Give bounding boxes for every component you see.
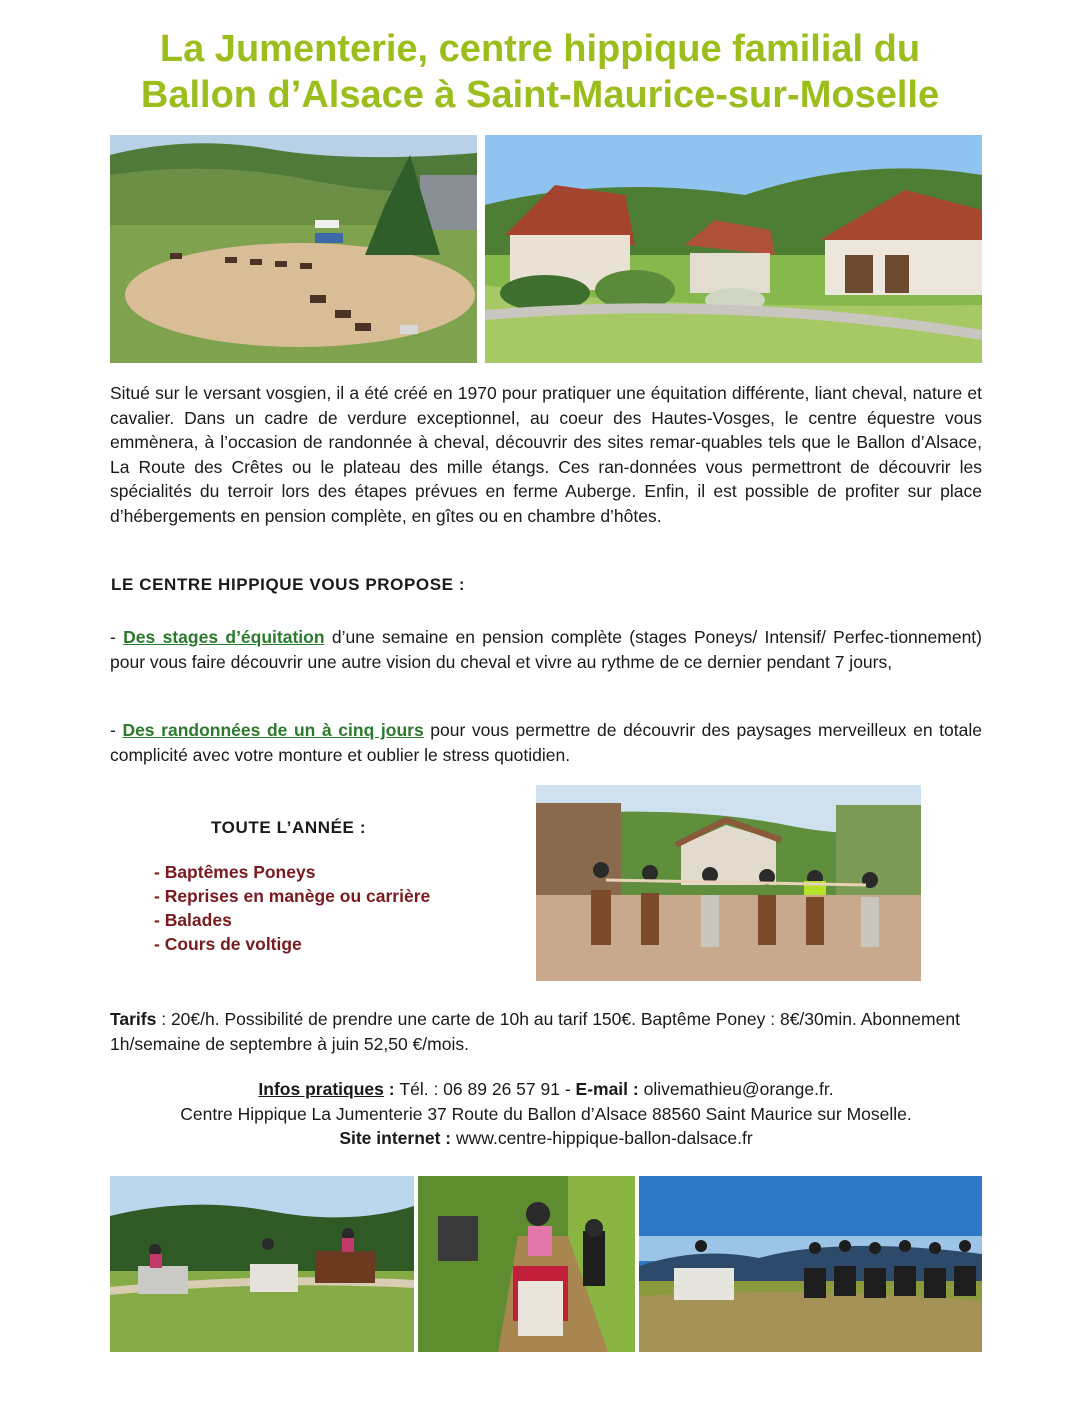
photo-children-ponies — [418, 1176, 635, 1352]
tarifs-paragraph: Tarifs : 20€/h. Possibilité de prendre une carte de 10h au tarif 150€. Baptême Poney : 8€/30min. Abonnement 1h/semaine de septembre à juin 52,50 €/mois. — [110, 1009, 960, 1054]
website-link[interactable]: www.centre-hippique-ballon-dalsace.fr — [451, 1128, 753, 1149]
year-heading: TOUTE L’ANNÉE : — [211, 818, 367, 837]
randonnees-link[interactable]: Des randonnées de un à cinq jours — [122, 720, 424, 740]
page-title — [60, 26, 1020, 118]
intro-paragraph: Situé sur le versant vosgien, il a été créé en 1970 pour pratiquer une équitation différente, liant cheval, nature et cavalier. Dans un cadre de verdure exceptionnel, au coeur des Hautes-Vosges, le centre équestre vous emmènera, à l’occasion de randonnée à cheval, découvrir des sites remar-quables tels que le Ballon d’Alsace, La Route des Crêtes ou le plateau des mille étangs. Ces ran-données vous permettront de découvrir les spécialités du terroir lors des étapes prévues en ferme Auberge. Enfin, il est possible de profiter sur place d’hébergements en pension complète, en gîtes ou en chambre d’hôtes. — [110, 383, 982, 526]
contact-info — [60, 1077, 1032, 1151]
list-item: - Reprises en manège ou carrière — [154, 886, 431, 906]
website-line: Site internet : www.centre-hippique-ballon-dalsace.fr — [339, 1128, 753, 1149]
photo-trail-ride — [110, 1176, 414, 1352]
photo-mountain-ride — [639, 1176, 982, 1352]
email-address[interactable]: olivemathieu@orange.fr. — [638, 1079, 834, 1099]
photo-farm-buildings — [485, 135, 982, 363]
photo-riders-circle — [536, 785, 921, 981]
stages-link[interactable]: Des stages d’équitation — [123, 627, 325, 647]
offer-stages: - Des stages d’équitation d’une semaine en pension complète (stages Poneys/ Intensif/ Perfec-tionnement) pour vous faire découvrir une autre vision du cheval et vivre au rythme de ce dernier pendant 7 jours, — [110, 627, 982, 672]
phone-number: Tél. : 06 89 26 57 91 - — [399, 1079, 576, 1099]
list-item: - Baptêmes Poneys — [154, 862, 316, 882]
photo-riding-arena — [110, 135, 477, 363]
infos-label: Infos pratiques — [258, 1079, 384, 1099]
title-line-1: La Jumenterie, centre hippique familial du — [159, 28, 921, 70]
tarifs-label: Tarifs — [110, 1009, 157, 1029]
year-activities-list — [154, 860, 430, 956]
address-line: Centre Hippique La Jumenterie 37 Route du Ballon d’Alsace 88560 Saint Maurice sur Moselle. — [180, 1103, 912, 1124]
list-item: - Cours de voltige — [154, 934, 302, 954]
title-line-2: Ballon d’Alsace à Saint-Maurice-sur-Moselle — [140, 74, 940, 116]
offer-randonnees: - Des randonnées de un à cinq jours pour vous permettre de découvrir des paysages merveilleux en totale complicité avec votre monture et oublier le stress quotidien. — [110, 720, 982, 765]
list-item: - Balades — [154, 910, 232, 930]
offers-heading: LE CENTRE HIPPIQUE VOUS PROPOSE : — [111, 575, 466, 594]
contact-line: Infos pratiques : Tél. : 06 89 26 57 91 - E-mail : olivemathieu@orange.fr. — [258, 1079, 834, 1099]
